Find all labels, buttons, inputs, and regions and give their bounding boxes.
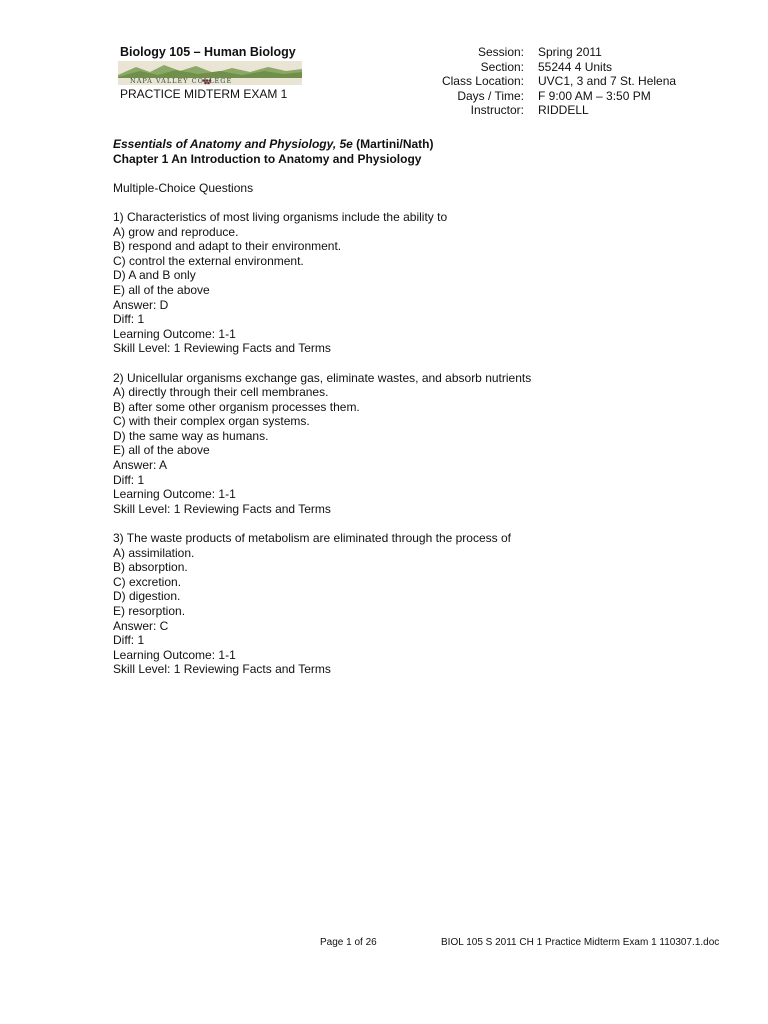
chapter-title: Chapter 1 An Introduction to Anatomy and Physiology: [113, 151, 422, 166]
option-d: D) digestion.: [113, 589, 181, 604]
answer: Answer: A: [113, 458, 168, 473]
logo-text: NAPA VALLEY COLLEGE: [130, 77, 233, 85]
question-2: [113, 371, 673, 517]
question-stem: 1) Characteristics of most living organisms include the ability to: [113, 209, 448, 224]
option-c: C) with their complex organ systems.: [113, 414, 310, 429]
info-row-location: [420, 74, 680, 89]
info-value: RIDDELL: [538, 103, 589, 118]
option-a: A) grow and reproduce.: [113, 224, 239, 239]
learning-outcome: Learning Outcome: 1-1: [113, 487, 236, 502]
option-d: D) A and B only: [113, 268, 196, 283]
college-logo-graphic: [118, 61, 302, 85]
info-value: Spring 2011: [538, 45, 602, 59]
option-c: C) excretion.: [113, 574, 182, 589]
question-stem: 3) The waste products of metabolism are eliminated through the process of: [113, 531, 511, 546]
skill-level: Skill Level: 1 Reviewing Facts and Terms: [113, 501, 331, 516]
info-label: Section:: [480, 59, 524, 74]
info-row-session: [420, 45, 680, 60]
difficulty: Diff: 1: [113, 312, 145, 327]
option-a: A) assimilation.: [113, 545, 195, 560]
option-b: B) respond and adapt to their environment.: [113, 239, 342, 254]
document-body: [113, 137, 673, 677]
question-stem: 2) Unicellular organisms exchange gas, eliminate wastes, and absorb nutrients: [113, 370, 532, 385]
info-value: UVC1, 3 and 7 St. Helena: [538, 74, 677, 89]
skill-level: Skill Level: 1 Reviewing Facts and Terms: [113, 662, 331, 677]
question-1: [113, 210, 673, 356]
info-row-days-time: [420, 89, 680, 104]
book-citation: [113, 137, 673, 152]
difficulty: Diff: 1: [113, 633, 145, 648]
info-row-section: [420, 60, 680, 75]
option-e: E) all of the above: [113, 282, 210, 297]
option-b: B) after some other organism processes them.: [113, 399, 360, 414]
learning-outcome: Learning Outcome: 1-1: [113, 326, 236, 341]
info-value: F 9:00 AM – 3:50 PM: [538, 88, 651, 103]
footer-page-number: Page 1 of 26: [320, 937, 377, 948]
footer-filename: BIOL 105 S 2011 CH 1 Practice Midterm Exam 1 110307.1.doc: [441, 937, 720, 948]
option-d: D) the same way as humans.: [113, 428, 269, 443]
college-logo: [118, 61, 302, 85]
option-e: E) all of the above: [113, 443, 210, 458]
info-row-instructor: [420, 103, 680, 118]
option-a: A) directly through their cell membranes.: [113, 385, 329, 400]
skill-level: Skill Level: 1 Reviewing Facts and Terms: [113, 341, 331, 356]
book-title: Essentials of Anatomy and Physiology, 5e: [113, 137, 353, 151]
question-3: [113, 531, 673, 677]
answer: Answer: C: [113, 618, 169, 633]
session-info: [420, 45, 680, 118]
info-label: Class Location:: [441, 74, 524, 89]
info-label: Instructor:: [470, 103, 524, 118]
exam-title: PRACTICE MIDTERM EXAM 1: [120, 87, 288, 101]
course-title: Biology 105 – Human Biology: [120, 45, 296, 59]
info-label: Session:: [477, 45, 524, 59]
difficulty: Diff: 1: [113, 472, 145, 487]
option-e: E) resorption.: [113, 604, 186, 618]
option-b: B) absorption.: [113, 560, 188, 575]
option-c: C) control the external environment.: [113, 253, 304, 268]
learning-outcome: Learning Outcome: 1-1: [113, 647, 236, 662]
answer: Answer: D: [113, 297, 169, 312]
book-authors: (Martini/Nath): [352, 137, 434, 151]
info-value: 55244 4 Units: [538, 59, 613, 74]
info-label: Days / Time:: [457, 88, 524, 103]
section-heading: Multiple-Choice Questions: [113, 180, 254, 195]
